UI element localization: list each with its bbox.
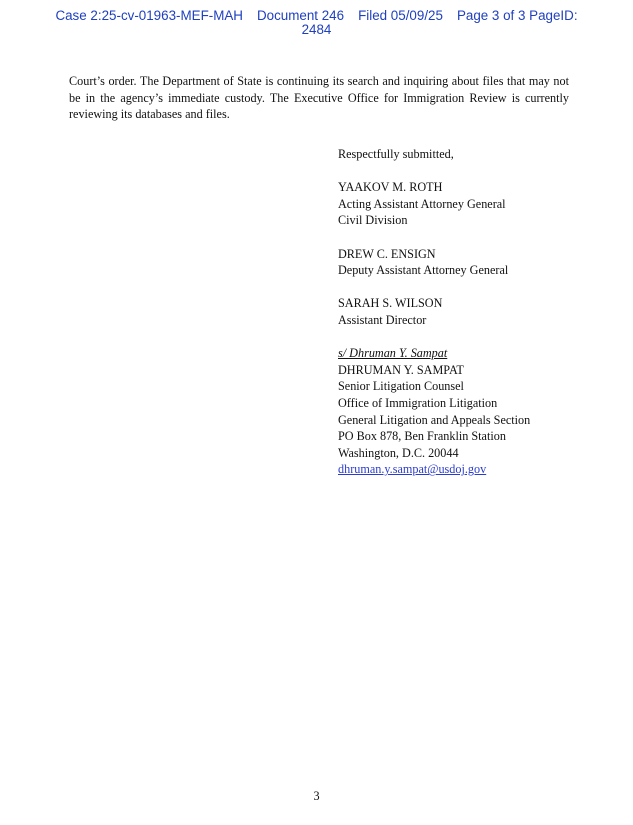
address-line: PO Box 878, Ben Franklin Station	[338, 429, 506, 444]
email-line	[338, 461, 598, 478]
electronic-signature-line	[338, 345, 598, 362]
page-id: 2484	[301, 22, 332, 37]
ecf-header-line	[0, 9, 633, 23]
page-count: Page 3 of 3 PageID:	[456, 8, 578, 23]
signer-name: DHRUMAN Y. SAMPAT	[338, 362, 464, 377]
signer-title: Assistant Director	[338, 312, 427, 327]
signature-block	[338, 146, 598, 478]
signer-title: Senior Litigation Counsel	[338, 379, 464, 394]
signer-title: Acting Assistant Attorney General	[338, 196, 506, 211]
body-paragraph: Court’s order. The Department of State is continuing its search and inquiring about files that may not be in the agency’s immediate custody. The Executive Office for Immigration Review is currently reviewing its databases and files.	[69, 74, 569, 121]
address-line: Washington, D.C. 20044	[338, 445, 459, 460]
document-number: Document 246	[256, 8, 345, 23]
electronic-signature: s/ Dhruman Y. Sampat	[338, 346, 448, 361]
signer-section: General Litigation and Appeals Section	[338, 412, 531, 427]
signer-office: Office of Immigration Litigation	[338, 395, 498, 410]
signer-name: SARAH S. WILSON	[338, 296, 443, 311]
signer-title: Deputy Assistant Attorney General	[338, 263, 509, 278]
filed-date: Filed 05/09/25	[358, 8, 443, 23]
email-link[interactable]: dhruman.y.sampat@usdoj.gov	[338, 462, 487, 477]
case-number: Case 2:25-cv-01963-MEF-MAH	[55, 8, 243, 23]
ecf-header	[0, 9, 633, 37]
signer-division: Civil Division	[338, 213, 408, 228]
page-number: 3	[313, 789, 320, 803]
signer-name: DREW C. ENSIGN	[338, 246, 436, 261]
closing: Respectfully submitted,	[338, 147, 454, 161]
signer-name: YAAKOV M. ROTH	[338, 180, 443, 195]
